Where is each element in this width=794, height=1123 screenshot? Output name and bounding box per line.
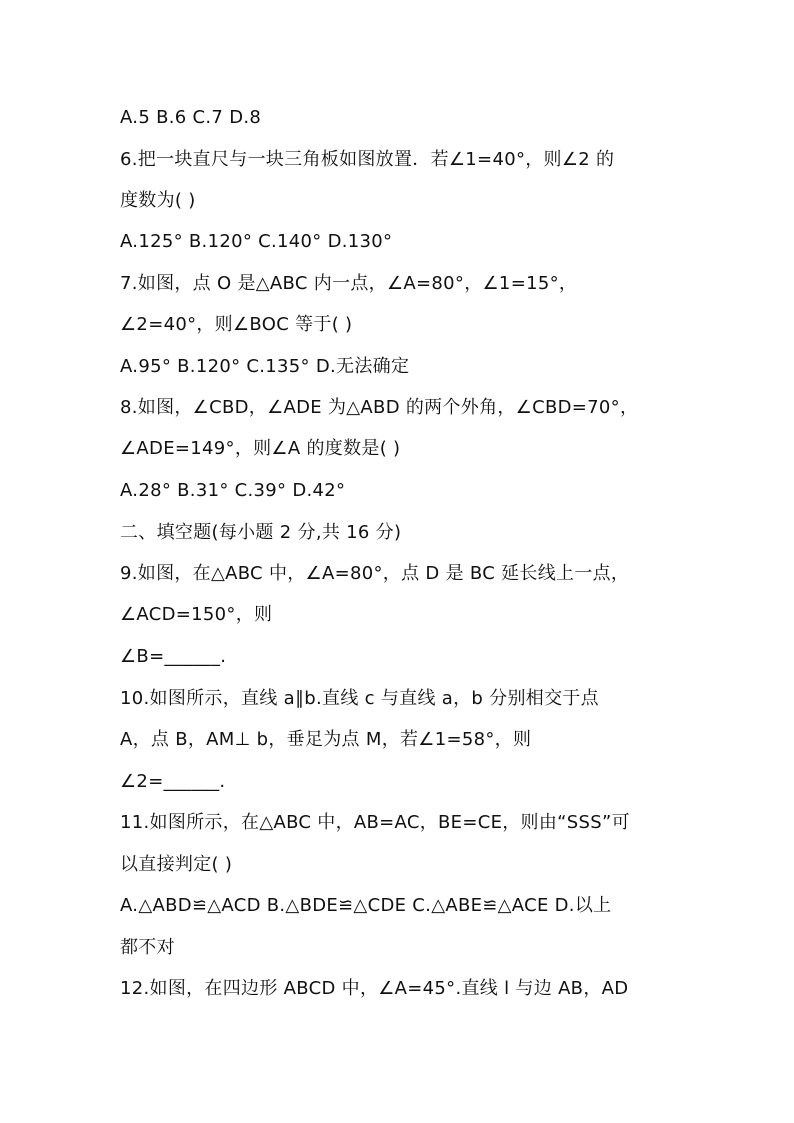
question-10-text-cont: A，点 B，AM⊥ b，垂足为点 M，若∠1=58°，则 bbox=[120, 729, 532, 750]
question-8-text: 8.如图，∠CBD，∠ADE 为△ABD 的两个外角，∠CBD=70°， bbox=[120, 397, 639, 418]
answer-options-q5: A.5 B.6 C.7 D.8 bbox=[120, 107, 262, 128]
question-6-text: 6.把一块直尺与一块三角板如图放置．若∠1=40°，则∠2 的 bbox=[120, 149, 615, 170]
answer-options-q7: A.95° B.120° C.135° D.无法确定 bbox=[120, 356, 410, 377]
answer-options-q11: A.△ABD≌△ACD B.△BDE≌△CDE C.△ABE≌△ACE D.以上 bbox=[120, 895, 612, 916]
question-8-text-cont: ∠ADE=149°，则∠A 的度数是( ) bbox=[120, 438, 401, 459]
question-6-text-cont: 度数为( ) bbox=[120, 190, 196, 211]
question-9-text-cont: ∠ACD=150°，则 bbox=[120, 604, 273, 625]
answer-options-q11-cont: 都不对 bbox=[120, 937, 175, 958]
question-10-blank: ∠2=______. bbox=[120, 771, 226, 792]
section-heading-fill-in: 二、填空题(每小题 2 分,共 16 分) bbox=[120, 522, 402, 543]
question-7-text: 7.如图，点 O 是△ABC 内一点，∠A=80°，∠1=15°， bbox=[120, 273, 578, 294]
question-9-blank: ∠B=______. bbox=[120, 646, 227, 667]
question-12-text: 12.如图，在四边形 ABCD 中，∠A=45°.直线 l 与边 AB，AD bbox=[120, 978, 629, 999]
question-10-text: 10.如图所示，直线 a∥b.直线 c 与直线 a，b 分别相交于点 bbox=[120, 688, 599, 709]
question-9-text: 9.如图，在△ABC 中，∠A=80°，点 D 是 BC 延长线上一点， bbox=[120, 563, 630, 584]
question-11-text: 11.如图所示，在△ABC 中，AB=AC，BE=CE，则由“SSS”可 bbox=[120, 812, 630, 833]
answer-options-q8: A.28° B.31° C.39° D.42° bbox=[120, 480, 346, 501]
question-11-text-cont: 以直接判定( ) bbox=[120, 854, 233, 875]
answer-options-q6: A.125° B.120° C.140° D.130° bbox=[120, 231, 393, 252]
question-7-text-cont: ∠2=40°，则∠BOC 等于( ) bbox=[120, 314, 353, 335]
